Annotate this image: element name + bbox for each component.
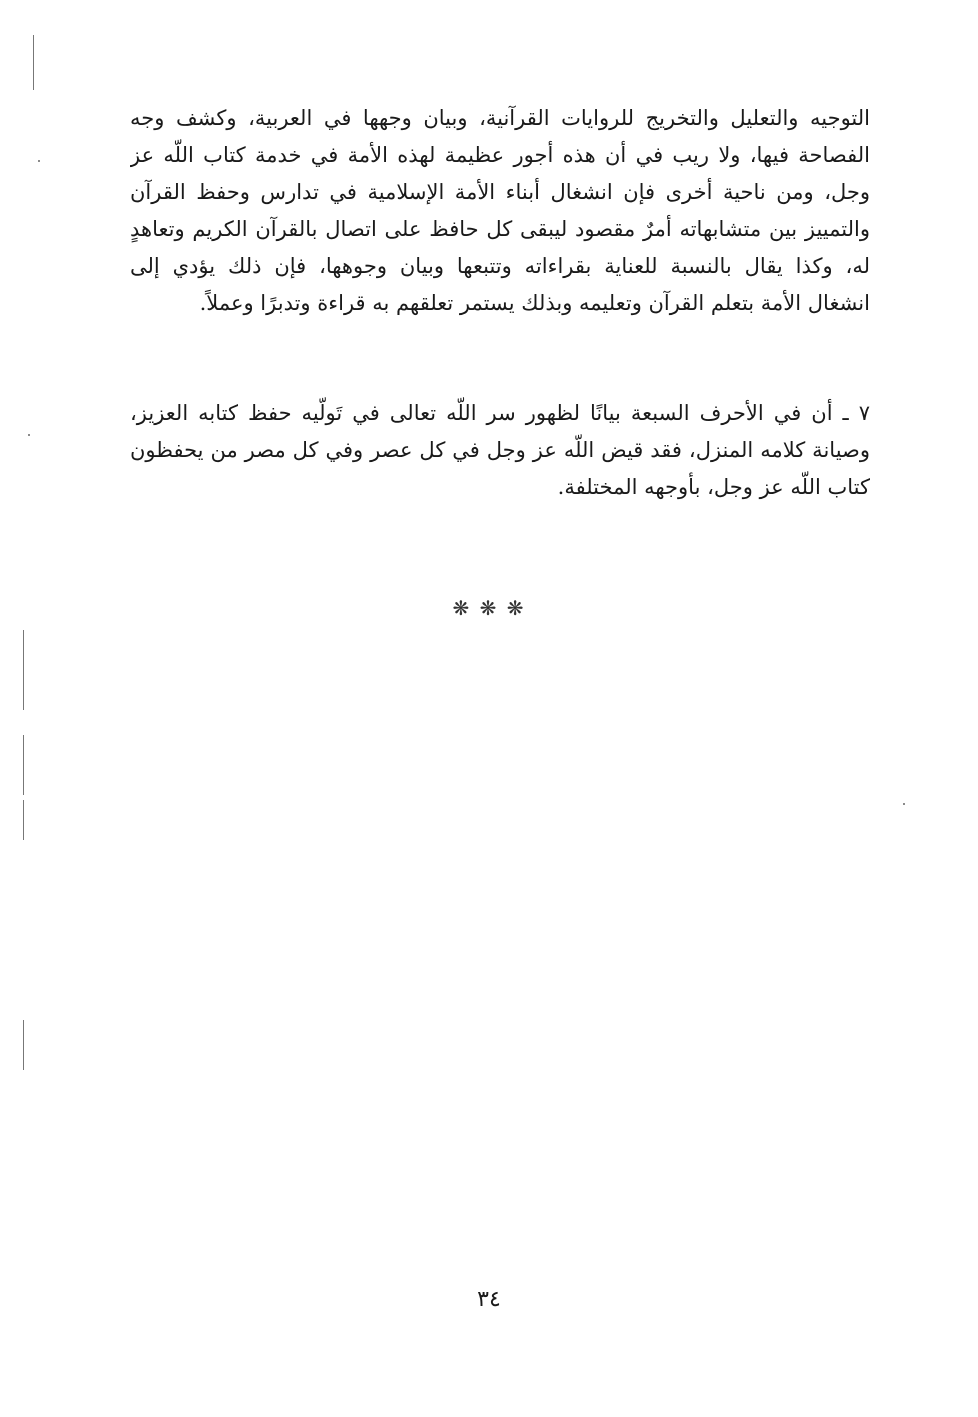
page-number: ٣٤ [477,1287,501,1312]
paragraph-1-line: والتمييز بين متشابهاته أمرٌ مقصود ليبقى كل حافظ على اتصال بالقرآن الكريم وتعاهدٍ [130,217,870,241]
paragraph-1-line: الفصاحة فيها، ولا ريب في أن هذه أجور عظيمة لهذه الأمة في خدمة كتاب اللّه عز [130,143,870,167]
section-separator: ❋ ❋ ❋ [452,596,526,620]
scan-mark [23,800,24,840]
paragraph-2-line: ٧ ـ أن في الأحرف السبعة بيانًا لظهور سر اللّه تعالى في تَولّيه حفظ كتابه العزيز، [130,401,870,425]
paragraph-1-line: وجل، ومن ناحية أخرى فإن انشغال أبناء الأمة الإسلامية في تدارس وحفظ القرآن [130,180,870,204]
paragraph-2-line: كتاب اللّه عز وجل، بأوجهه المختلفة. [557,475,870,499]
scan-mark [23,735,24,795]
paragraph-1 [130,100,870,322]
paragraph-1-line: انشغال الأمة بتعلم القرآن وتعليمه وبذلك يستمر تعلقهم به قراءة وتدبرًا وعملاً. [199,291,870,315]
scan-mark [23,630,24,710]
scan-dot [903,803,905,805]
scan-mark [23,1020,24,1070]
paragraph-2-line: وصيانة كلامه المنزل، فقد قيض اللّه عز وجل في كل عصر وفي كل مصر من يحفظون [130,438,870,462]
scan-dot [28,434,30,436]
paragraph-2 [130,395,870,506]
paragraph-1-line: له، وكذا يقال بالنسبة للعناية بقراءاته وتتبعها وبيان وجوهها، فإن ذلك يؤدي إلى [130,254,870,278]
scan-dot [38,160,40,162]
paragraph-1-line: التوجيه والتعليل والتخريج للروايات القرآنية، وبيان وجهها في العربية، وكشف وجه [130,106,870,130]
scan-mark [33,35,34,90]
